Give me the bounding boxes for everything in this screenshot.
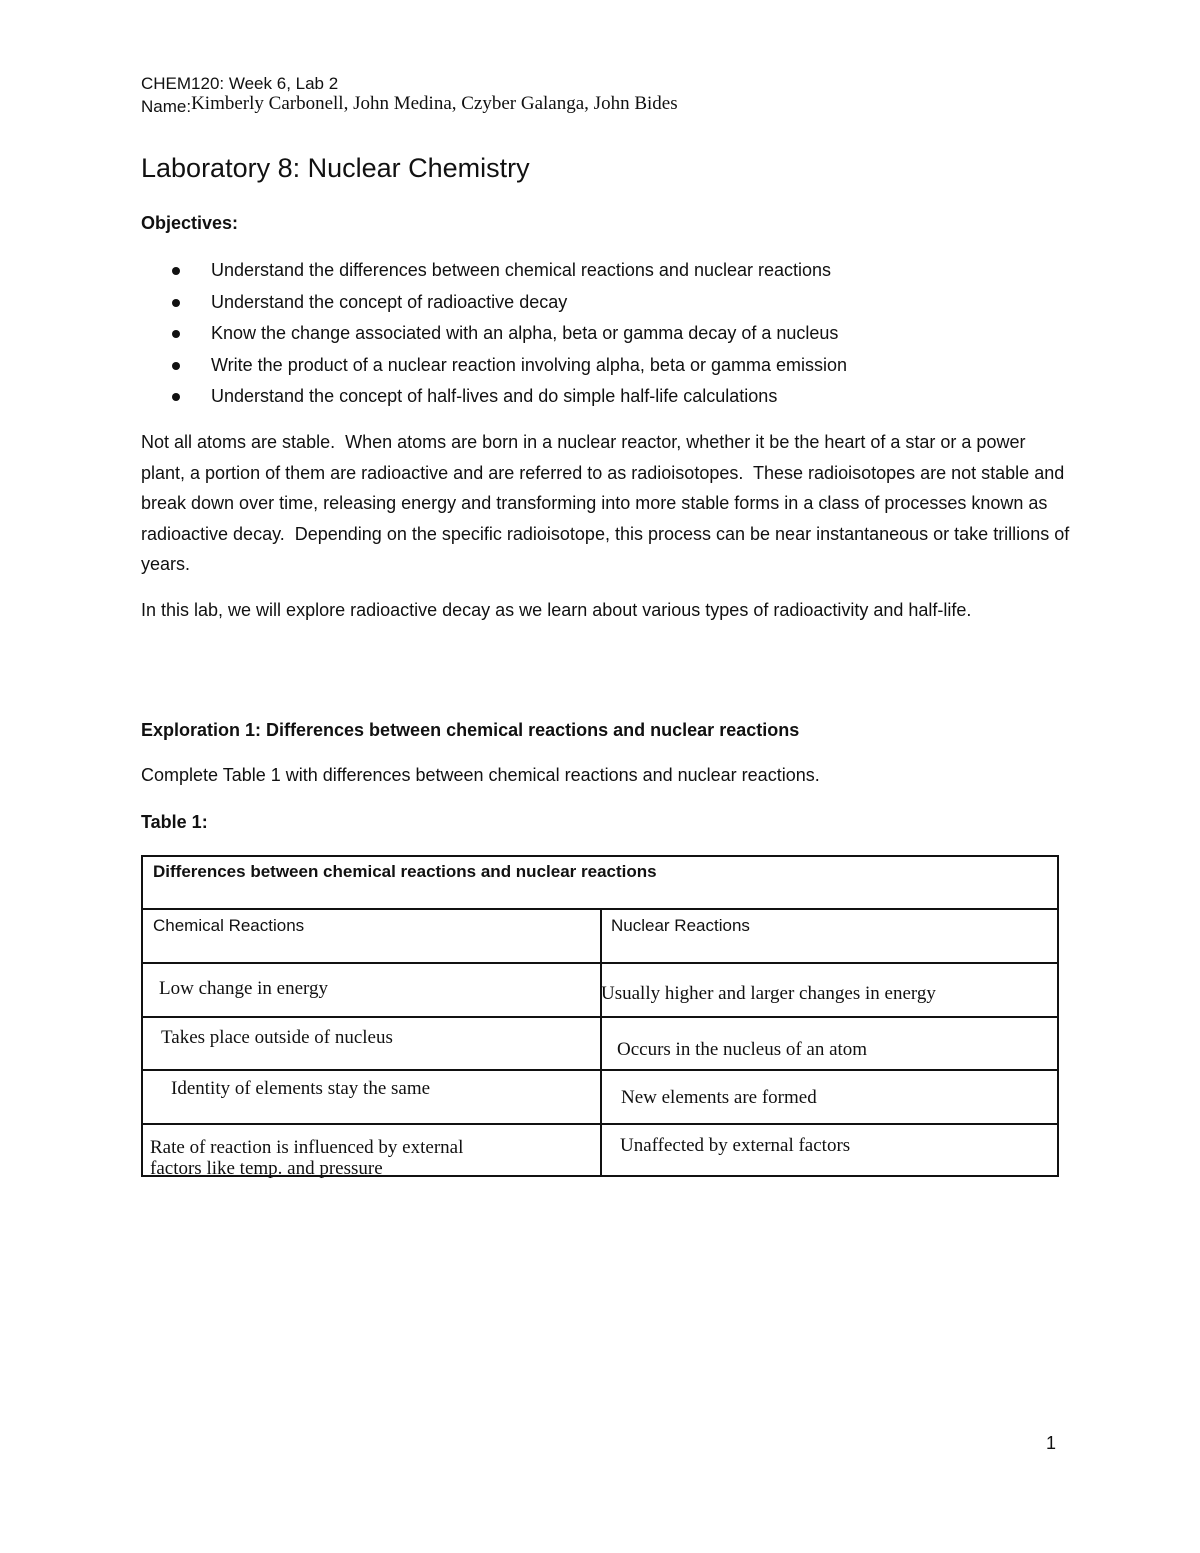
table-cell-chemical: Low change in energy [159,978,329,999]
table-cell-nuclear: Unaffected by external factors [620,1135,851,1156]
bullet-icon [172,330,180,338]
page-number: 1 [1046,1433,1057,1453]
course-line: CHEM120: Week 6, Lab 2 [141,74,339,93]
objectives-list [172,258,847,416]
bullet-icon [172,299,180,307]
objective-text: Know the change associated with an alpha, beta or gamma decay of a nucleus [211,323,839,343]
bullet-icon [172,393,180,401]
column-header-nuclear: Nuclear Reactions [611,916,750,935]
objective-text: Understand the concept of radioactive decay [211,291,568,312]
table-cell-nuclear: Occurs in the nucleus of an atom [617,1039,868,1060]
table-cell-chemical: Rate of reaction is influenced by external factors like temp. and pressure [150,1137,464,1179]
bullet-icon [172,362,180,370]
objective-text: Understand the concept of half-lives and do simple half-life calculations [211,386,778,406]
objective-text: Write the product of a nuclear reaction involving alpha, beta or gamma emission [211,354,848,375]
objectives-label: Objectives: [141,213,239,233]
objective-item [172,258,847,290]
table-label: Table 1: [141,812,208,832]
objective-item [172,321,847,353]
table-cell-chemical: Takes place outside of nucleus [161,1027,393,1048]
table-cell-nuclear: Usually higher and larger changes in energy [601,983,936,1004]
column-header-chemical: Chemical Reactions [153,916,305,935]
intro-paragraph: Not all atoms are stable. When atoms are born in a nuclear reactor, whether it be the heart of a star or a power plant, a portion of them are radioactive and are referred to as radioisotopes. These radioisotopes are not stable and break down over time, releasing energy and transforming into more stable forms in a class of processes known as radioactive decay. Depending on the specific radioisotope, this process can be near instantaneous or take trillions of years. [141,432,1075,574]
exploration-title: Exploration 1: Differences between chemical reactions and nuclear reactions [141,720,800,740]
name-value: Kimberly Carbonell, John Medina, Czyber Galanga, John Bides [191,93,678,114]
objective-text: Understand the differences between chemical reactions and nuclear reactions [211,260,832,280]
name-line [141,93,678,118]
differences-table [141,855,1059,1177]
objective-item [172,384,847,416]
name-label: Name: [141,97,192,116]
lab-intro-paragraph: In this lab, we will explore radioactive decay as we learn about various types of radioactivity and half-life. [141,600,972,620]
table-cell-chemical: Identity of elements stay the same [171,1078,431,1099]
table-heading: Differences between chemical reactions and nuclear reactions [153,862,657,881]
objective-item [172,353,847,385]
exploration-instruction: Complete Table 1 with differences between chemical reactions and nuclear reactions. [141,765,820,785]
table-cell-nuclear: New elements are formed [621,1087,817,1108]
table-column-divider [600,908,602,1175]
bullet-icon [172,267,180,275]
page-title: Laboratory 8: Nuclear Chemistry [141,153,530,183]
objective-item [172,290,847,322]
